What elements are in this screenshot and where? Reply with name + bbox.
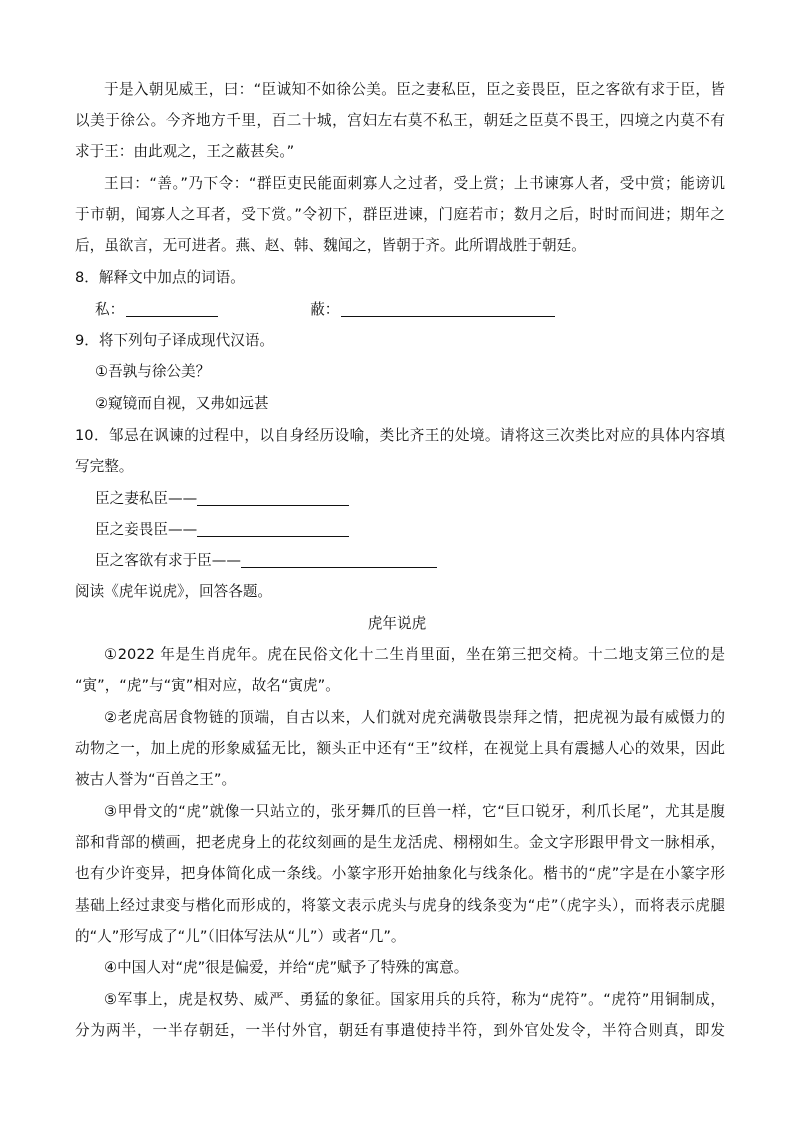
- reading-line: 基础上经过隶变与楷化而形成的，将篆文表示虎头与虎身的线条变为“虍”（虎字头），而将表示虎腿: [75, 897, 725, 914]
- question-10-prompt: 10．邹忌在讽谏的过程中，以自身经历设喻，类比齐王的处境。请将这三次类比对应的具体内容填: [75, 427, 725, 444]
- reading-line: ③甲骨文的“虎”就像一只站立的，张牙舞爪的巨兽一样，它“巨口锐牙，利爪长尾”，尤其是腹: [104, 803, 725, 820]
- answer-blank-bi[interactable]: [341, 300, 555, 317]
- passage-line: 王曰：“善。”乃下令：“群臣吏民能面刺寡人之过者，受上赏；上书谏寡人者，受中赏；能谤讥: [104, 175, 725, 192]
- reading-line: 也有少许变异，把身体简化成一条线。小篆字形开始抽象化与线条化。楷书的“虎”字是在小篆字形: [75, 865, 725, 882]
- reading-line: “寅”，“虎”与“寅”相对应，故名“寅虎”。: [75, 677, 340, 694]
- reading-line: ⑤军事上，虎是权势、威严、勇猛的象征。国家用兵的兵符，称为“虎符”。“虎符”用铜制成，: [104, 991, 725, 1008]
- analogy-label-guest: 臣之客欲有求于臣——: [95, 552, 241, 569]
- answer-blank-guest[interactable]: [241, 551, 437, 568]
- reading-line: ②老虎高居食物链的顶端，自古以来，人们就对虎充满敬畏崇拜之情，把虎视为最有威慑力的: [104, 709, 725, 726]
- analogy-label-wife: 臣之妻私臣——: [95, 490, 198, 507]
- reading-line: 被古人誉为“百兽之王”。: [75, 771, 237, 788]
- answer-blank-concubine[interactable]: [197, 520, 349, 537]
- reading-title: 虎年说虎: [367, 615, 427, 632]
- question-10-row-wife: [95, 488, 745, 510]
- reading-line: 的“人”形写成了“儿”（旧体写法从“儿”）或者“几”。: [75, 928, 406, 945]
- answer-label-bi: 蔽：: [310, 301, 340, 318]
- reading-line: 动物之一，加上虎的形象威猛无比，额头正中还有“王”纹样，在视觉上具有震撼人心的效果，因此: [75, 740, 725, 757]
- question-9-item-1: ①吾孰与徐公美？: [95, 363, 211, 380]
- analogy-label-concubine: 臣之妾畏臣——: [95, 521, 198, 538]
- passage-line: 于是入朝见威王，曰：“臣诚知不如徐公美。臣之妻私臣，臣之妾畏臣，臣之客欲有求于臣，皆: [104, 81, 725, 98]
- question-10-row-guest: [95, 550, 745, 572]
- reading-line: ④中国人对“虎”很是偏爱，并给“虎”赋予了特殊的寓意。: [104, 959, 469, 976]
- answer-blank-wife[interactable]: [197, 489, 349, 506]
- passage-line: 求于王：由此观之，王之蔽甚矣。”: [75, 143, 295, 160]
- question-10-row-concubine: [95, 519, 745, 541]
- passage-line: 后，虽欲言，无可进者。燕、赵、韩、魏闻之，皆朝于齐。此所谓战胜于朝廷。: [75, 237, 586, 254]
- reading-line: ①2022 年是生肖虎年。虎在民俗文化十二生肖里面，坐在第三把交椅。十二地支第三位的是: [104, 646, 725, 663]
- reading-intro: 阅读《虎年说虎》，回答各题。: [75, 583, 273, 600]
- reading-line: 分为两半，一半存朝廷，一半付外官，朝廷有事遣使持半符，到外官处发令，半符合则真，即发: [75, 1022, 725, 1039]
- answer-blank-si[interactable]: [126, 300, 218, 317]
- question-10-prompt-cont: 写完整。: [75, 458, 134, 475]
- reading-line: 部和背部的横画，把老虎身上的花纹刻画的是生龙活虎、栩栩如生。金文字形跟甲骨文一脉相承，: [75, 834, 725, 851]
- passage-line: 以美于徐公。今齐地方千里，百二十城，宫妇左右莫不私王，朝廷之臣莫不畏王，四境之内莫不有: [75, 112, 725, 129]
- question-9-prompt: 9．将下列句子译成现代汉语。: [75, 332, 275, 349]
- question-8-answers: [95, 299, 555, 321]
- passage-line: 于市朝，闻寡人之耳者，受下赏。”令初下，群臣进谏，门庭若市；数月之后，时时而间进；期年之: [75, 206, 725, 223]
- answer-label-si: 私：: [95, 301, 125, 318]
- question-8-prompt: 8．解释文中加点的词语。: [75, 269, 245, 286]
- question-9-item-2: ②窥镜而自视，又弗如远甚: [95, 395, 269, 412]
